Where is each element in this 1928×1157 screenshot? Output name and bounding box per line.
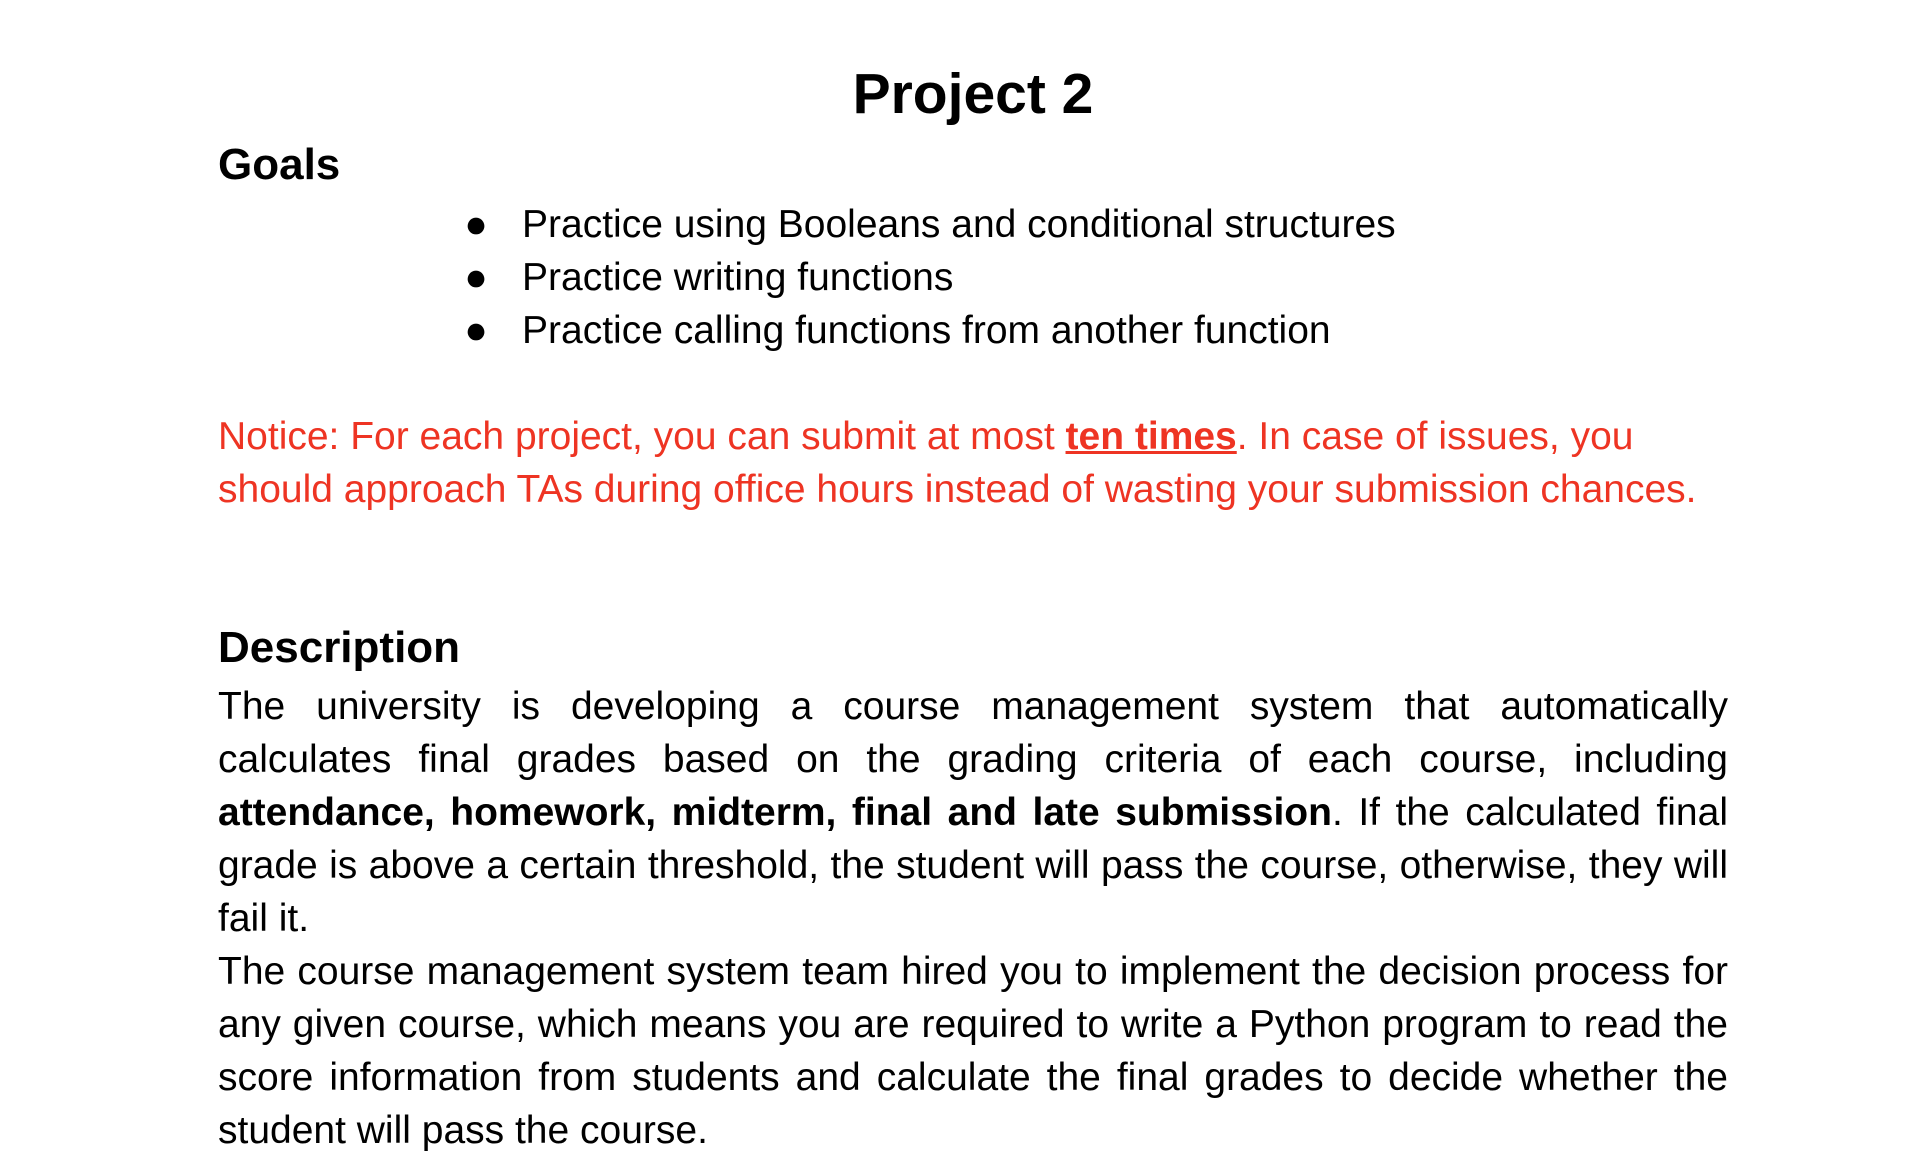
submission-notice: [218, 410, 1728, 516]
list-item: [464, 251, 1396, 304]
description-body: [218, 680, 1728, 1157]
bullet-icon: ●: [464, 309, 488, 352]
desc-text: . If the calculated final grade is above a certain threshold, the student will pass the course, otherwise, they will fail it.: [218, 791, 1728, 940]
notice-emphasis: ten times: [1065, 415, 1237, 458]
bullet-icon: ●: [464, 203, 488, 246]
description-heading: Description: [218, 623, 461, 672]
bullet-icon: ●: [464, 256, 488, 299]
list-item: [464, 198, 1396, 251]
goal-text: Practice writing functions: [522, 256, 954, 299]
desc-bold-text: attendance, homework, midterm, final and late submission: [218, 791, 1332, 834]
notice-suffix: . In case of issues, you should approach TAs during office hours instead of wasting your submission chances.: [218, 415, 1697, 511]
goal-text: Practice calling functions from another function: [522, 309, 1331, 352]
goal-text: Practice using Booleans and conditional structures: [522, 203, 1396, 246]
desc-text: The university is developing a course management system that automatically calculates final grades based on the grading criteria of each course, including: [218, 685, 1728, 781]
list-item: [464, 304, 1396, 357]
notice-prefix: Notice: For each project, you can submit at most: [218, 415, 1066, 458]
description-paragraph-1: [218, 680, 1728, 945]
description-paragraph-2: The course management system team hired you to implement the decision process for any given course, which means you are required to write a Python program to read the score information from students and calculate the final grades to decide whether the student will pass the course.: [218, 950, 1728, 1152]
page-title: Project 2: [852, 62, 1094, 126]
goals-heading: Goals: [218, 140, 341, 189]
goals-list: [464, 198, 1396, 357]
